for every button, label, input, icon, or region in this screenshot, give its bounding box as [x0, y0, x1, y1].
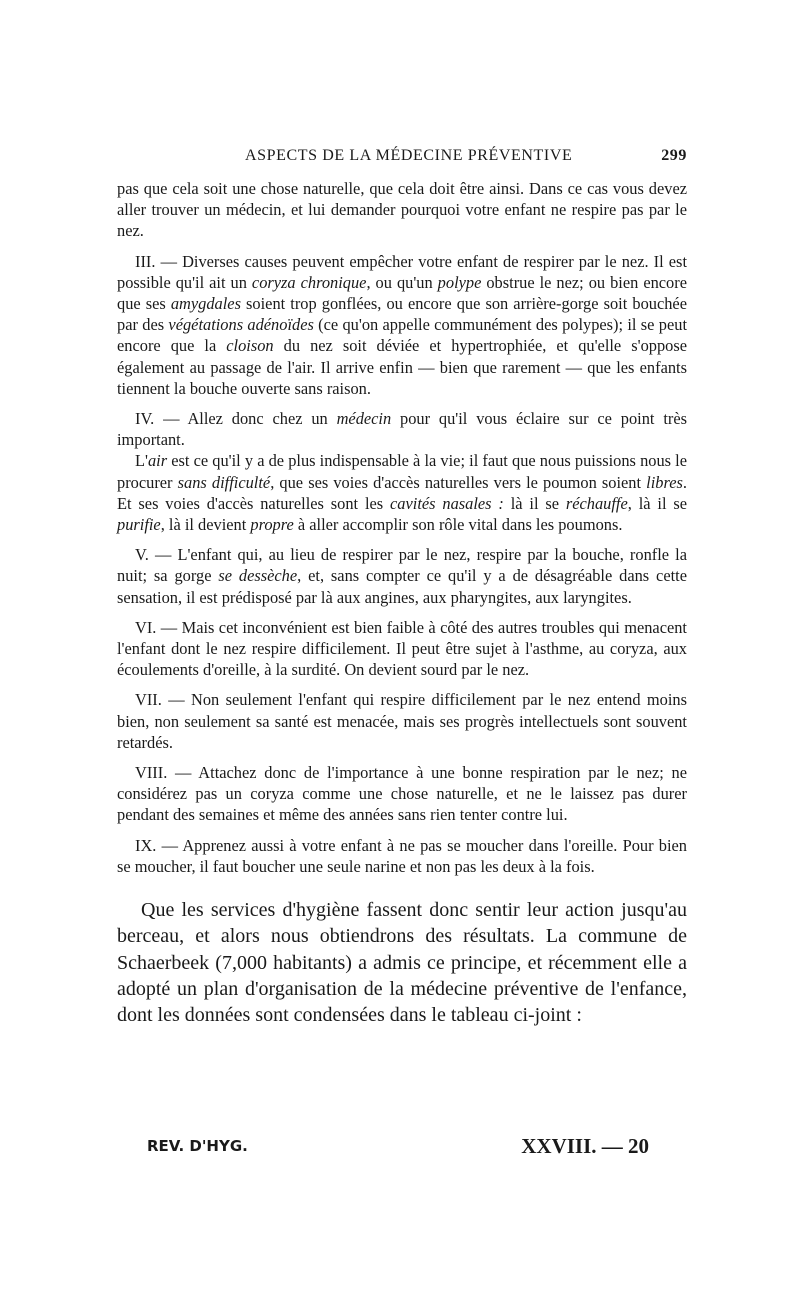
page-body	[117, 178, 687, 1048]
footer-journal: REV. D'HYG.	[147, 1137, 248, 1155]
italic-text: coryza chronique	[251, 272, 367, 292]
text-run: V. — L'enfant qui, au lieu de respirer par le nez, respire par la bouche, ronfle la nuit; sa gorge	[117, 545, 687, 586]
running-title: ASPECTS DE LA MÉDECINE PRÉVENTIVE	[245, 147, 573, 164]
paragraph-iii	[117, 251, 687, 399]
text-run: est ce qu'il y a de plus indispensable à la vie; il faut que nous puissions nous le procurer	[117, 451, 687, 492]
text-run: VI. — Mais cet inconvénient est bien faible à côté des autres troubles qui menacent l'enfant dont le nez respire difficilement. Il peut être sujet à l'asthme, au coryza, aux écoulements d'oreille, à la surdité. On devient sourd par le nez.	[117, 617, 687, 680]
text-run: , et, sans compter ce qu'il y a de désagréable dans cette sensation, il est prédisposé par là aux angines, aux pharyngites, aux laryngites.	[117, 566, 687, 607]
text-run: VIII. — Attachez donc de l'importance à une bonne respiration par le nez; ne considérez pas un coryza comme une chose naturelle, et ne le laissez pas durer pendant des semaines et même des années sans rien tenter contre lui.	[117, 763, 687, 825]
paragraph-vi	[117, 617, 687, 681]
paragraph-viii	[117, 762, 687, 826]
text-run: (ce qu'on appelle communément des polypes); il se peut encore que la	[117, 315, 687, 356]
text-run: IX. — Apprenez aussi à votre enfant à ne pas se moucher dans l'oreille. Pour bien se moucher, il faut boucher une seule narine et non pas les deux à la fois.	[117, 835, 687, 876]
running-header	[117, 147, 687, 171]
italic-text: amygdales	[170, 294, 241, 314]
italic-text: cavités nasales :	[390, 493, 504, 513]
text-run: , là il devient	[160, 515, 251, 535]
paragraph-air	[117, 450, 687, 535]
paragraph-conclusion	[117, 897, 687, 1028]
paragraph-v	[117, 544, 687, 608]
paragraph-ix	[117, 835, 687, 877]
text-run: IV. — Allez donc chez un	[135, 409, 337, 429]
page-number: 299	[661, 147, 687, 164]
text-run: pour qu'il vous éclaire sur ce point très important.	[117, 409, 687, 450]
footer-signature: XXVIII. — 20	[521, 1134, 649, 1158]
text-run: , ou qu'un	[366, 272, 438, 292]
italic-text: se dessèche	[218, 566, 298, 586]
italic-text: végétations adénoïdes	[168, 315, 314, 335]
italic-text: médecin	[336, 409, 392, 429]
text-run: du nez soit déviée et hypertrophiée, et qu'elle s'oppose également au passage de l'air. Il arrive enfin — bien que rarement — que les enfants tiennent la bouche ouverte sans raison.	[117, 336, 688, 398]
italic-text: libres	[646, 472, 683, 492]
text-run: soient trop gonflées, ou encore que son arrière-gorge soit bouchée par des	[117, 294, 687, 335]
italic-text: air	[147, 451, 168, 471]
text-run: L'	[135, 451, 148, 471]
italic-text: purifie	[117, 515, 161, 535]
text-run: obstrue le nez; ou bien encore que ses	[117, 272, 687, 314]
text-run: , que ses voies d'accès naturelles vers le poumon soient	[270, 472, 647, 492]
text-run: là il se	[503, 493, 566, 513]
italic-text: réchauffe	[565, 493, 628, 513]
italic-text: sans difficulté	[177, 472, 271, 492]
text-run: . Et ses voies d'accès naturelles sont les	[117, 472, 688, 513]
text-run: Que les services d'hygiène fassent donc sentir leur action jusqu'au berceau, et alors nous obtiendrons des résultats. La commune de Schaerbeek (7,000 habitants) a admis ce principe, et récemment elle a adopté un plan d'organisation de la médecine préventive de l'enfance, dont les données sont condensées dans le tableau ci-joint :	[117, 899, 687, 1026]
text-run: III. — Diverses causes peuvent empêcher votre enfant de respirer par le nez. Il est possible qu'il ait un	[117, 251, 687, 292]
text-run: à aller accomplir son rôle vital dans les poumons.	[293, 515, 623, 535]
page-footer	[147, 1134, 649, 1165]
text-run: , là il se	[627, 493, 687, 513]
italic-text: propre	[250, 515, 294, 535]
italic-text: cloison	[226, 336, 274, 356]
text-run: pas que cela soit une chose naturelle, que cela doit être ainsi. Dans ce cas vous devez aller trouver un médecin, et lui demander pourquoi votre enfant ne respire pas par le nez.	[117, 179, 687, 241]
paragraph-vii	[117, 689, 687, 753]
paragraph-continuation	[117, 178, 687, 242]
italic-text: polype	[437, 272, 482, 292]
text-run: VII. — Non seulement l'enfant qui respire difficilement par le nez entend moins bien, non seulement sa santé est menacée, mais ses progrès intellectuels sont souvent retardés.	[117, 690, 687, 752]
paragraph-iv	[117, 408, 687, 450]
